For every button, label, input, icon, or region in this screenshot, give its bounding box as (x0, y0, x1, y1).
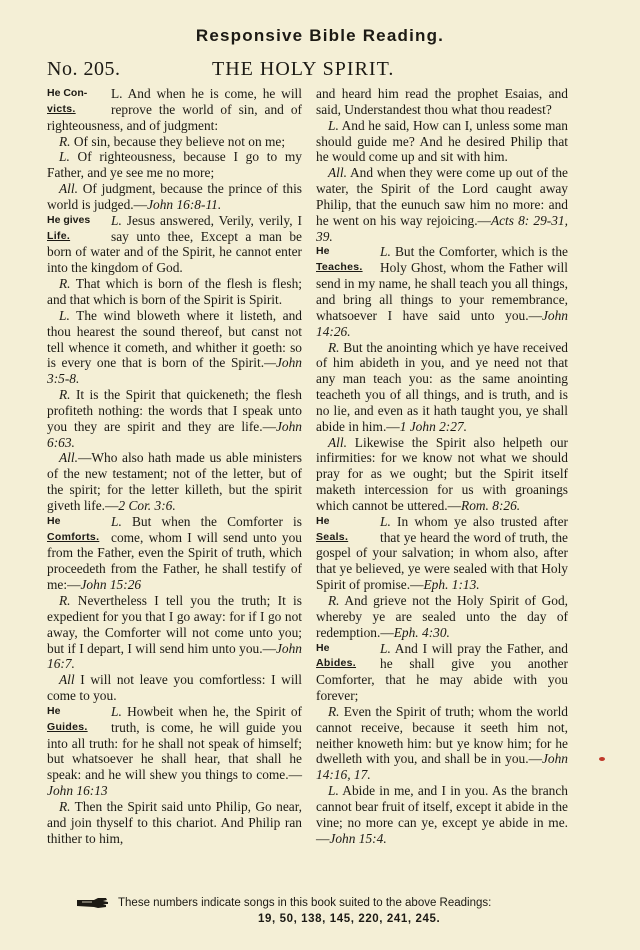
reading-paragraph (316, 86, 568, 118)
reading-paragraph (316, 704, 568, 783)
reading-paragraph (316, 514, 568, 593)
red-ink-mark (598, 756, 606, 762)
scripture-citation: 1 John 2:27. (399, 418, 468, 434)
reading-paragraph (47, 86, 302, 134)
speaker-label: L. (111, 703, 122, 719)
speaker-label: R. (59, 276, 71, 292)
reading-paragraph (47, 276, 302, 308)
verse-text: Of righteousness, because I go to my Father, and ye see me no more; (47, 149, 302, 181)
scripture-citation: Rom. 8:26. (461, 497, 521, 513)
verse-text: Of judgment, because the prince of this world is judged.— (47, 181, 302, 212)
verse-text: That which is born of the flesh is flesh; and that which is born of the Spirit is Spirit. (47, 276, 302, 307)
margin-heading-line2: Life. (47, 229, 71, 242)
margin-heading (316, 514, 376, 546)
verse-text: The wind bloweth where it listeth, and thou hearest the sound thereof, but canst not tell whence it cometh, and whither it goeth: so is every one that is born of the Spirit. (47, 307, 302, 371)
reading-paragraph (47, 308, 302, 387)
reading-paragraph (47, 450, 302, 513)
margin-heading-line2: Guides. (47, 720, 88, 733)
margin-heading (316, 641, 376, 673)
verse-text: L. And when he is come, he will reprove the world of sin, and of righteousness, and of judgment: (47, 86, 302, 133)
margin-heading (316, 244, 376, 276)
reading-paragraph (47, 181, 302, 213)
reading-paragraph (47, 134, 302, 150)
speaker-label: R. (59, 593, 71, 608)
speaker-label: L. (380, 244, 391, 260)
speaker-label: R. (59, 798, 71, 814)
scripture-citation: Acts 8: 29-31, 39. (316, 212, 568, 244)
margin-heading-line1: He (47, 704, 61, 717)
verse-text: —Who also hath made us able ministers of the new testament; not of the letter, but of the spirit; for the letter killeth, but the spirit giveth life.— (47, 450, 302, 513)
verse-text: It is the Spirit that quickeneth; the flesh profiteth nothing: the words that I speak unto you they are spirit and they are life.— (47, 387, 302, 434)
reading-paragraph (316, 244, 568, 339)
margin-heading (47, 514, 107, 546)
speaker-label: All (59, 672, 75, 688)
speaker-label: All. (59, 181, 78, 197)
margin-heading (47, 704, 107, 736)
scripture-citation: John 16:13 (47, 783, 108, 799)
verse-text: And he said, How can I, unless some man should guide me? And he desired Philip that he would come up and sit with him. (316, 117, 568, 165)
speaker-label: All. (328, 165, 347, 181)
margin-heading-line1: He Con- (47, 87, 88, 99)
margin-heading-line2: victs. (47, 102, 76, 115)
reading-paragraph (47, 799, 302, 847)
margin-heading (47, 213, 107, 245)
footer-song-numbers: 19, 50, 138, 145, 220, 241, 245. (258, 913, 441, 925)
speaker-label: R. (59, 133, 71, 149)
pointing-hand-icon (76, 896, 110, 910)
reading-paragraph (316, 435, 568, 514)
reading-number: No. 205. (47, 58, 121, 80)
left-column (47, 86, 302, 847)
reading-paragraph (316, 593, 568, 641)
scripture-citation: John 6:63. (47, 418, 302, 450)
margin-heading-line1: He gives (47, 213, 91, 226)
verse-text: But the Comforter, which is the Holy Ghost, whom the Father will send in my name, he shall teach you all things, and bring all things to your remembrance, whatsoever I have said unto you.— (316, 244, 568, 323)
speaker-label: L. (59, 149, 70, 165)
reading-paragraph (47, 593, 302, 672)
verse-text: I will not leave you comfortless: I will come to you. (47, 672, 302, 704)
scripture-citation: John 15:26 (80, 577, 142, 593)
speaker-label: L. (328, 117, 339, 133)
margin-heading-line2: Abides. (316, 657, 357, 670)
scripture-citation: John 16:7. (47, 640, 302, 672)
speaker-label: L. (111, 212, 122, 228)
scripture-citation: Eph. 4:30. (393, 624, 450, 640)
verse-text: Even the Spirit of truth; whom the world cannot receive, because it seeth him not, neither knoweth him: but ye know him; for he dwelleth with you, and shall be in you.— (316, 703, 568, 767)
right-column (316, 86, 568, 847)
reading-paragraph (316, 783, 568, 846)
reading-paragraph (316, 165, 568, 244)
speaker-label: L. (380, 640, 391, 656)
verse-text: In whom ye also trusted after that ye heard the word of truth, the gospel of your salvation; in whom also, after that ye believed, ye were sealed with that Holy Spirit of promise.— (316, 513, 568, 593)
footer-note: These numbers indicate songs in this book suited to the above Readings: (118, 897, 492, 909)
scripture-citation: John 16:8-11. (147, 196, 222, 212)
reading-paragraph (47, 149, 302, 181)
reading-paragraph (316, 641, 568, 704)
scripture-citation: John 15:4. (329, 830, 387, 846)
scripture-citation: —John 3:5-8. (47, 355, 302, 387)
reading-paragraph (47, 514, 302, 593)
speaker-label: L. (328, 783, 339, 799)
verse-text: Likewise the Spirit also helpeth our infirmities: for we know not what we should pray for as we ought; but the Spirit itself maketh intercession for us with groanings which cannot be uttered.— (316, 434, 568, 513)
speaker-label: R. (328, 339, 340, 355)
verse-text: Jesus answered, Verily, verily, I say unto thee, Except a man be born of water and of the Spirit, he cannot enter into the kingdom of God. (47, 212, 302, 276)
margin-heading (47, 86, 107, 118)
scripture-citation: Eph. 1:13. (423, 577, 480, 593)
speaker-label: L. (380, 513, 391, 529)
verse-text: Then the Spirit said unto Philip, Go near, and join thyself to this chariot. And Philip ran thither to him, (47, 798, 302, 846)
verse-text: And when they were come up out of the water, the Spirit of the Lord caught away Philip, that the eunuch saw him no more: and he went on his way rejoicing.— (316, 165, 568, 228)
verse-text: and heard him read the prophet Esaias, and said, Understandest thou what thou readest? (316, 86, 568, 117)
verse-text: Of sin, because they believe not on me; (70, 133, 286, 149)
speaker-label: All. (59, 450, 78, 466)
verse-text: And I will pray the Father, and he shall give you another Comforter, that he may abide with you forever; (316, 640, 568, 704)
speaker-label: R. (328, 593, 340, 608)
speaker-label: R. (59, 387, 71, 403)
speaker-label: L. (59, 307, 70, 323)
reading-paragraph (47, 387, 302, 450)
verse-text: But the anointing which ye have received of him abideth in you, and ye need not that any man teach you: as the same anointing teacheth you of all things, and is truth, and is no lie, and even as it hath taught you, ye shall abide in him.— (316, 339, 568, 434)
margin-heading-line1: He (316, 514, 330, 527)
margin-heading-line1: He (316, 641, 330, 654)
verse-text: But when the Comforter is come, whom I will send unto you from the Father, even the Spirit of truth, which proceedeth from the Father, he shall testify of me:— (47, 513, 302, 593)
scripture-citation: John 14:26. (316, 307, 568, 339)
verse-text: Abide in me, and I in you. As the branch cannot bear fruit of itself, except it abide in the vine; no more can ye, except ye abide in me.— (316, 783, 568, 846)
reading-paragraph (47, 672, 302, 704)
reading-title: THE HOLY SPIRIT. (212, 58, 395, 80)
verse-text: Nevertheless I tell you the truth; It is expedient for you that I go away: for if I go not away, the Comforter will not come unto you; but if I depart, I will send him unto you.— (47, 593, 302, 656)
margin-heading-line2: Teaches. (316, 261, 363, 274)
scripture-citation: 2 Cor. 3:6. (118, 497, 176, 513)
verse-text: Howbeit when he, the Spirit of truth, is come, he will guide you into all truth: for he shall not speak of himself; but whatsoever he shall hear, that shall he speak: and he will shew you things to come.— (47, 703, 302, 783)
reading-paragraph (47, 213, 302, 276)
speaker-label: L. (111, 513, 122, 529)
footer (78, 895, 558, 927)
reading-paragraph (47, 704, 302, 799)
verse-text: And grieve not the Holy Spirit of God, whereby ye are sealed unto the day of redemption.— (316, 593, 568, 640)
margin-heading-line1: He (47, 514, 61, 527)
speaker-label: All. (328, 434, 347, 450)
margin-heading-line2: Comforts. (47, 530, 100, 543)
scripture-citation: John 14:16, 17. (316, 751, 568, 783)
speaker-label: R. (328, 703, 340, 719)
page-header: Responsive Bible Reading. (195, 26, 445, 45)
reading-paragraph (316, 340, 568, 435)
margin-heading-line2: Seals. (316, 530, 349, 543)
reading-paragraph (316, 118, 568, 166)
margin-heading-line1: He (316, 245, 330, 258)
